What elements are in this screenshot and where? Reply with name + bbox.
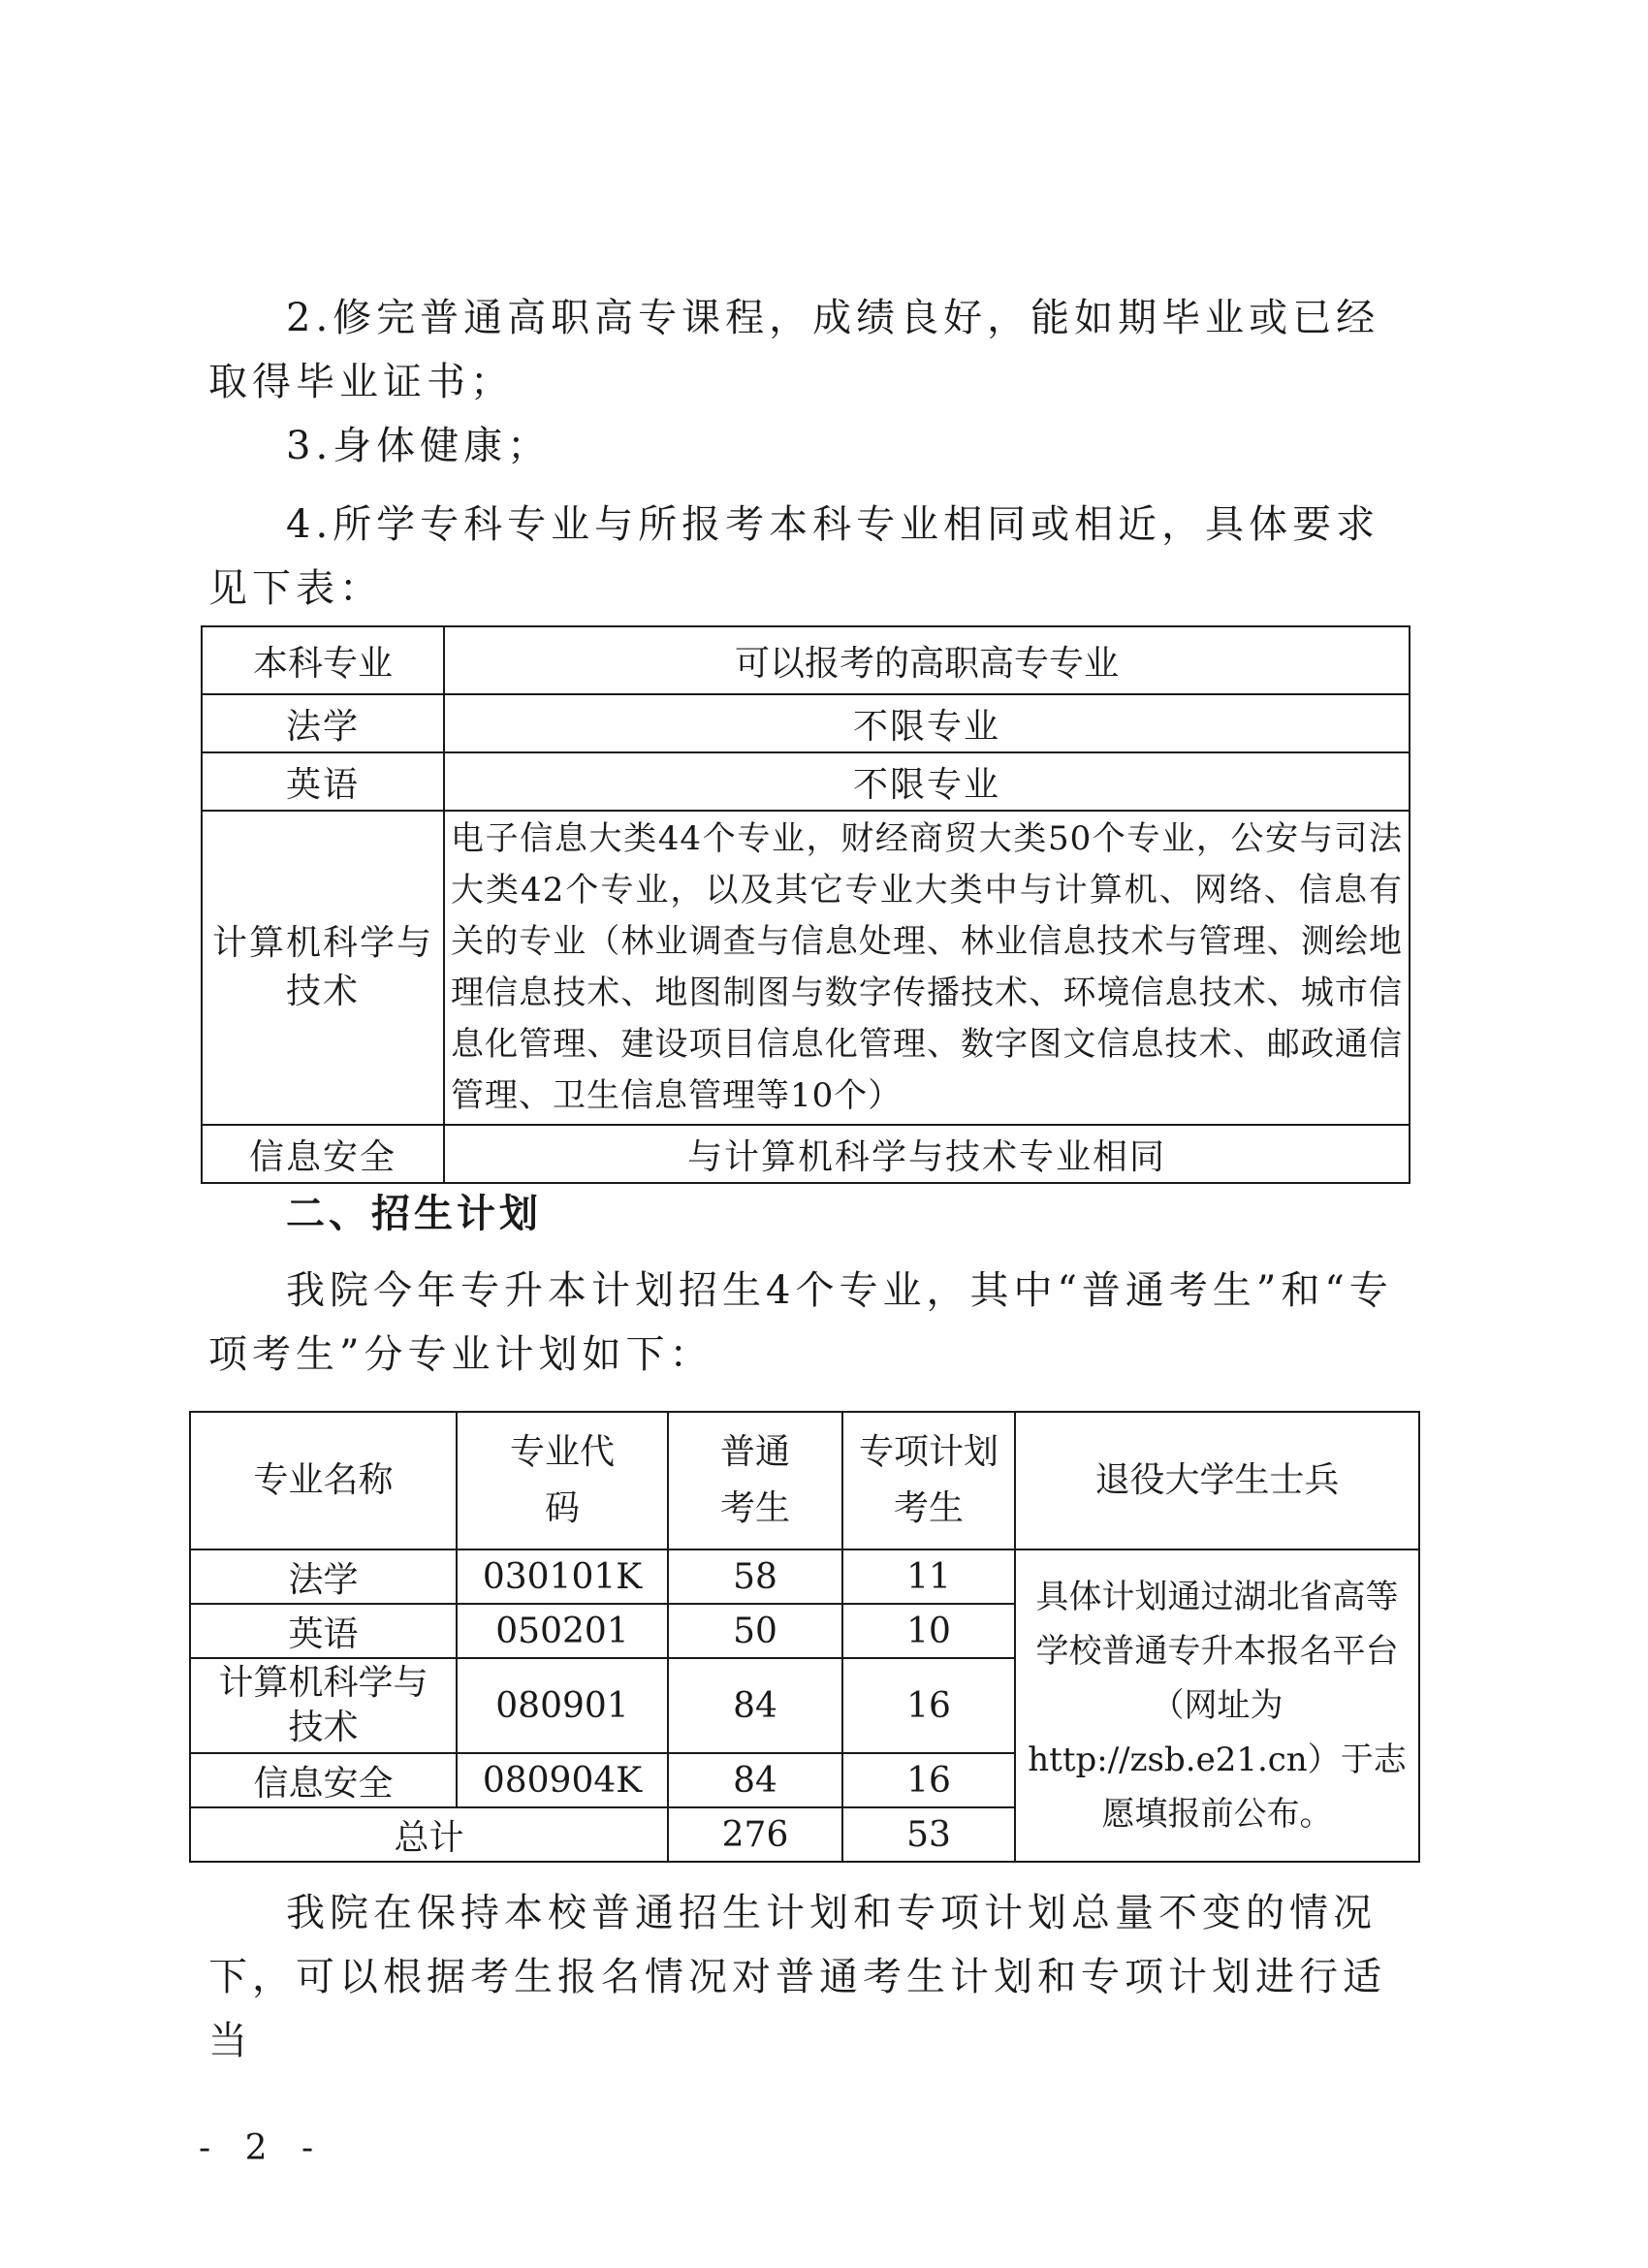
major-name-cell: 信息安全 (190, 1753, 457, 1807)
closing-paragraph: 我院在保持本校普通招生计划和专项计划总量不变的情况下，可以根据考生报名情况对普通考生计划和专项计划进行适当 (208, 1891, 1386, 2063)
table-row (190, 1549, 1419, 1604)
header-major-name: 专业名称 (190, 1412, 457, 1549)
total-label-cell: 总计 (190, 1807, 668, 1862)
major-code-cell: 080901 (457, 1658, 668, 1753)
major-name-cell: 英语 (190, 1604, 457, 1658)
header-regular: 普通考生 (668, 1412, 842, 1549)
allowed-cell: 不限专业 (444, 694, 1410, 752)
major-name-cell: 计算机科学与技术 (190, 1658, 457, 1753)
special-count-cell: 16 (842, 1753, 1015, 1807)
allowed-cell: 不限专业 (444, 752, 1410, 811)
major-cell: 计算机科学与技术 (202, 811, 444, 1125)
table-header-row (190, 1412, 1419, 1549)
table-row (202, 752, 1410, 811)
header-undergrad-major: 本科专业 (202, 626, 444, 694)
regular-count-cell: 84 (668, 1753, 842, 1807)
page-number: - 2 - (199, 2128, 326, 2168)
paragraph-item-2: 2.修完普通高职高专课程，成绩良好，能如期毕业或已经取得毕业证书； (208, 296, 1380, 404)
regular-count-cell: 50 (668, 1604, 842, 1658)
major-cell: 法学 (202, 694, 444, 752)
section-intro: 我院今年专升本计划招生4个专业，其中“普通考生”和“专项考生”分专业计划如下： (208, 1268, 1393, 1377)
allowed-cell: 与计算机科学与技术专业相同 (444, 1125, 1410, 1183)
table-row (202, 811, 1410, 1125)
header-major-code: 专业代码 (457, 1412, 668, 1549)
major-cell: 英语 (202, 752, 444, 811)
special-count-cell: 16 (842, 1658, 1015, 1753)
header-special: 专项计划考生 (842, 1412, 1015, 1549)
table-header-row (202, 626, 1410, 694)
paragraph-item-4: 4.所学专科专业与所报考本科专业相同或相近，具体要求见下表： (208, 502, 1380, 611)
regular-count-cell: 58 (668, 1549, 842, 1604)
total-regular-cell: 276 (668, 1807, 842, 1862)
major-code-cell: 080904K (457, 1753, 668, 1807)
major-name-cell: 法学 (190, 1549, 457, 1604)
regular-count-cell: 84 (668, 1658, 842, 1753)
table-row (202, 694, 1410, 752)
header-allowed-majors: 可以报考的高职高专专业 (444, 626, 1410, 694)
plan-table (189, 1411, 1420, 1863)
major-code-cell: 030101K (457, 1549, 668, 1604)
header-veteran: 退役大学生士兵 (1015, 1412, 1419, 1549)
special-count-cell: 11 (842, 1549, 1015, 1604)
total-special-cell: 53 (842, 1807, 1015, 1862)
section-heading: 二、招生计划 (286, 1192, 542, 1236)
requirements-table (201, 625, 1410, 1184)
veteran-note-cell: 具体计划通过湖北省高等学校普通专升本报名平台（网址为http://zsb.e21.cn）于志愿填报前公布。 (1015, 1549, 1419, 1862)
paragraph-item-3: 3.身体健康； (286, 424, 552, 468)
allowed-cell: 电子信息大类44个专业，财经商贸大类50个专业，公安与司法大类42个专业，以及其它专业大类中与计算机、网络、信息有关的专业（林业调查与信息处理、林业信息技术与管理、测绘地理信息技术、地图制图与数字传播技术、环境信息技术、城市信息化管理、建设项目信息化管理、数字图文信息技术、邮政通信管理、卫生信息管理等10个） (444, 811, 1410, 1125)
major-cell: 信息安全 (202, 1125, 444, 1183)
table-row (202, 1125, 1410, 1183)
special-count-cell: 10 (842, 1604, 1015, 1658)
major-code-cell: 050201 (457, 1604, 668, 1658)
